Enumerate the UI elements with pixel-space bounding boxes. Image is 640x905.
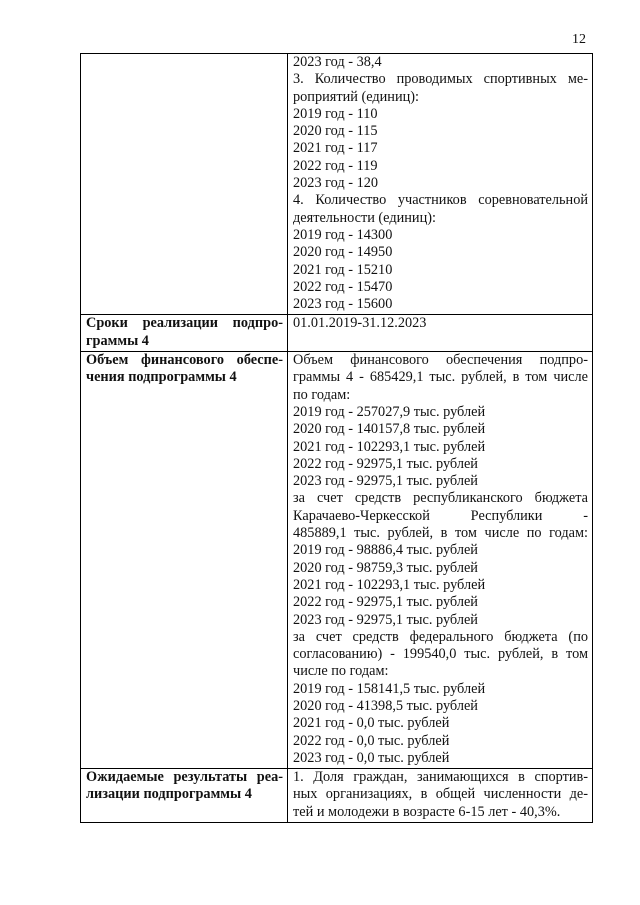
text-line: 2022 год - 0,0 тыс. рублей	[293, 732, 450, 749]
text-line: 2022 год - 92975,1 тыс. рублей	[293, 455, 478, 472]
text-line: ных организациях, в общей численности де-	[293, 786, 588, 803]
row-label-empty	[81, 54, 288, 315]
text-line: согласованию) - 199540,0 тыс. рублей, в том	[293, 646, 588, 663]
text-line: 2019 год - 110	[293, 105, 378, 122]
text-line: 2023 год - 38,4	[293, 54, 382, 70]
text-line: 2021 год - 0,0 тыс. рублей	[293, 715, 450, 732]
text-line: 2022 год - 119	[293, 157, 378, 174]
text-line: 3. Количество проводимых спортивных ме-	[293, 71, 588, 88]
text-line: тей и молодежи в возрасте 6-15 лет - 40,3%.	[293, 803, 561, 820]
text-line: 2021 год - 102293,1 тыс. рублей	[293, 576, 486, 593]
text-line: 2022 год - 92975,1 тыс. рублей	[293, 594, 478, 611]
table-row-funding	[81, 352, 593, 769]
row-content-expected-results	[288, 769, 593, 823]
text-line: 2020 год - 140157,8 тыс. рублей	[293, 421, 486, 438]
text-line: 2020 год - 41398,5 тыс. рублей	[293, 697, 478, 714]
text-line: 2023 год - 92975,1 тыс. рублей	[293, 473, 478, 490]
row-content-timeframe	[288, 315, 593, 352]
text-line: Объем финансового обеспечения подпро-	[293, 352, 588, 369]
row-label-funding: Объем финансового обеспе-чения подпрограммы 4	[81, 352, 288, 769]
text-line: Карачаево-Черкесской Республики -	[293, 507, 588, 524]
text-line: 2021 год - 102293,1 тыс. рублей	[293, 438, 486, 455]
text-line: по годам:	[293, 386, 351, 403]
text-line: 485889,1 тыс. рублей, в том числе по годам:	[293, 525, 588, 542]
text-line: 2021 год - 15210	[293, 261, 393, 278]
table-row-expected-results	[81, 769, 593, 823]
text-line: 2023 год - 120	[293, 175, 379, 192]
text-line: 2020 год - 14950	[293, 244, 393, 261]
text-line: 2019 год - 257027,9 тыс. рублей	[293, 403, 486, 420]
text-line: 2023 год - 15600	[293, 296, 393, 313]
text-line: 2022 год - 15470	[293, 278, 393, 295]
text-line: 2020 год - 98759,3 тыс. рублей	[293, 559, 478, 576]
text-line: 01.01.2019-31.12.2023	[293, 315, 427, 332]
text-line: 2023 год - 0,0 тыс. рублей	[293, 749, 450, 766]
text-line: 2019 год - 158141,5 тыс. рублей	[293, 680, 486, 697]
text-line: роприятий (единиц):	[293, 88, 419, 105]
table-row-timeframe	[81, 315, 593, 352]
text-line: граммы 4 - 685429,1 тыс. рублей, в том числе	[293, 369, 588, 386]
text-line: за счет средств республиканского бюджета	[293, 490, 588, 507]
text-line: за счет средств федерального бюджета (по	[293, 628, 588, 645]
text-line: 2020 год - 115	[293, 123, 378, 140]
row-label-timeframe: Сроки реализации подпро-граммы 4	[81, 315, 288, 352]
table-row-indicators-continued	[81, 54, 593, 315]
text-line: 2019 год - 14300	[293, 226, 393, 243]
row-content-indicators	[288, 54, 593, 315]
text-line: числе по годам:	[293, 663, 389, 680]
text-line: 2021 год - 117	[293, 140, 378, 157]
text-line: 2023 год - 92975,1 тыс. рублей	[293, 611, 478, 628]
row-label-expected-results: Ожидаемые результаты реа-лизации подпрограммы 4	[81, 769, 288, 823]
text-line: 2019 год - 98886,4 тыс. рублей	[293, 542, 478, 559]
row-content-funding	[288, 352, 593, 769]
text-line: деятельности (единиц):	[293, 209, 436, 226]
text-line: 1. Доля граждан, занимающихся в спортив-	[293, 769, 588, 786]
page-number: 12	[572, 32, 586, 47]
subprogram-passport-table	[80, 53, 593, 823]
text-line: 4. Количество участников соревновательной	[293, 192, 588, 209]
